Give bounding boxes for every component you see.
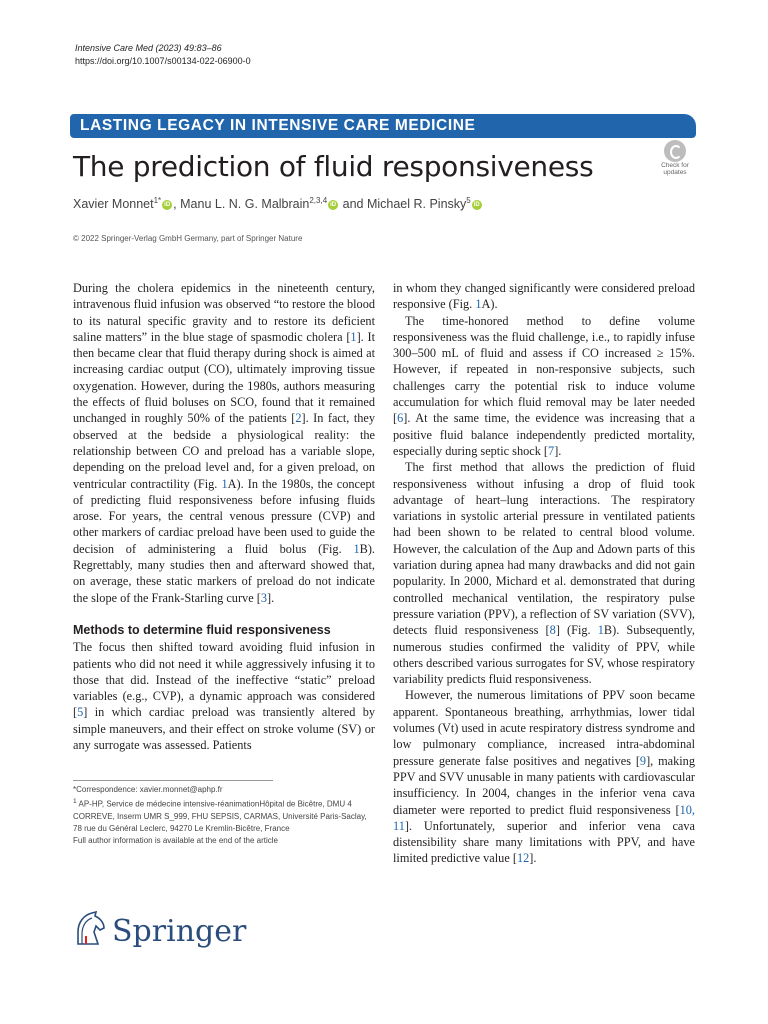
reference-link[interactable]: 2 [295,411,302,426]
reference-link[interactable]: 3 [260,590,267,605]
reference-link[interactable]: 8 [549,623,556,638]
article-title: The prediction of fluid responsiveness [73,150,594,183]
author-name[interactable]: Manu L. N. G. Malbrain [180,197,310,212]
paragraph: The first method that allows the prediction of fluid responsiveness without infusing a drop of fluid took advantage of heart–lung interactions. The respiratory variations in systolic arterial pressure in ventilated patients had been shown to be related to central blood volume. However, the calculation of the Δup and Δdown parts of this variation during apnea had many drawbacks and did not gain popularity. In 2000, Michard et al. demonstrated that during controlled mechanical ventilation, the respiratory pulse pressure variation (PPV), a reflection of SV variation (SVV), detects fluid responsiveness [8] (Fig. 1B). Subsequently, numerous studies confirmed the validity of PPV, while others described various surrogates for SV, whose respiratory variability predicts fluid responsiveness. [393,460,695,687]
author-separator: and [339,197,367,212]
figure-link[interactable]: 1 [221,476,228,491]
paragraph: During the cholera epidemics in the nineteenth century, intravenous fluid infusion was observed “to restore the blood to its natural specific gravity and to restore its deficient saline matters” in the blue stage of spasmodic cholera [1]. It then became clear that fluid therapy during shock is aimed at increasing cardiac output (CO), ultimately improving tissue oxygenation. However, during the 1980s, authors measuring the effects of fluid boluses on SCO, found that it remained unchanged in roughly 50% of the patients [2]. In fact, they observed at the bedside a physiological reality: the relationship between CO and preload has a variable slope, depending on the preload level and, for a given preload, on ventricular contractility (Fig. 1A). In the 1980s, the concept of predicting fluid responsiveness before infusing fluids arose. For years, the central venous pressure (CVP) and other markers of cardiac preload have been used to guide the decision of administering a fluid bolus (Fig. 1B). Regrettably, many studies then and afterward showed that, on average, these static markers of preload do not indicate the slope of the Frank-Starling curve [3]. [73,281,376,605]
check-updates-line1: Check for [661,162,689,169]
section-banner [70,114,696,138]
check-for-updates-badge[interactable] [656,140,694,180]
author-name[interactable]: Xavier Monnet [73,197,154,212]
paragraph: The focus then shifted toward avoiding fluid infusion in patients who did not need it while aggressively infusing it to those that did. Instead of the ineffective “static” preload variables (e.g., CVP), a dynamic approach was considered [5] in which cardiac preload was transiently altered by simple maneuvers, and their effect on stroke volume (SV) or any surrogate was assessed. Patients [73,640,375,753]
figure-link[interactable]: 1 [475,297,482,312]
section-heading: Methods to determine fluid responsiveness [73,622,331,637]
figure-link[interactable]: 1 [597,623,604,638]
figure-link[interactable]: 1 [353,541,360,556]
reference-link[interactable]: 10, 11 [393,802,695,833]
affiliation-sup: 1* [153,196,162,205]
reference-link[interactable]: 7 [548,443,555,458]
footnote-divider [73,780,273,781]
correspondence[interactable]: *Correspondence: xavier.monnet@aphp.fr [73,785,223,794]
paragraph: in whom they changed significantly were considered preload responsive (Fig. 1A). [393,281,695,312]
author-name[interactable]: Michael R. Pinsky [366,197,467,212]
refresh-icon [664,140,686,162]
full-author-info: Full author information is available at the end of the article [73,835,279,845]
copyright-notice: © 2022 Springer-Verlag GmbH Germany, part of Springer Nature [73,234,303,243]
orcid-icon[interactable]: iD [473,201,480,208]
publisher-name: Springer [112,914,247,949]
reference-link[interactable]: 5 [77,705,84,720]
banner-label: LASTING LEGACY IN INTENSIVE CARE MEDICINE [80,117,476,134]
check-updates-line2: updates [663,169,687,176]
footnotes [73,784,373,847]
springer-horse-icon [74,910,108,948]
affiliation-sup: 2,3,4 [309,196,328,205]
affiliation-sup: 5 [466,196,471,205]
author-list [73,196,483,211]
reference-link[interactable]: 6 [397,411,404,426]
paragraph: The time-honored method to define volume responsiveness was the fluid challenge, i.e., to rapidly infuse 300–500 mL of fluid and assess if CO increased ≥ 15%. However, if repeated in non-responsive subjects, such challenges carry the potential risk to induce volume accumulation for which fluid removal may be later needed [6]. At the same time, the evidence was increasing that a positive fluid balance independently predicted mortality, especially during septic shock [7]. [393,313,695,458]
affiliation: $^1$ AP-HP, Service de médecine intensive-réanimationHôpital de Bicêtre, DMU 4 CORREVE, Inserm UMR S_999, FHU SEPSIS, CARMAS, Université Paris-Saclay, 78 rue du Général Leclerc, 94270 Le Kremlin-Bicêtre, France [73,798,367,833]
reference-link[interactable]: 9 [639,753,647,768]
paragraph: However, the numerous limitations of PPV soon became apparent. Spontaneous breathing, arrhythmias, lower tidal volumes (Vt) used in acute respiratory distress syndrome and low pulmonary compliance, increased intra-abdominal pressure generate false positives and negatives [9], making PPV and SVV unusable in many patients with cardiovascular insufficiency. In 2004, changes in the inferior vena cava diameter were reported to predict fluid responsiveness [10, 11]. Unfortunately, superior and inferior vena cava distensibility share many limitations with PPV, and have limited predictive value [12]. [393,688,695,866]
journal-citation: Intensive Care Med (2023) 49:83–86 [75,43,222,53]
orcid-icon[interactable]: iD [330,201,337,208]
body-column-left [73,280,375,753]
reference-link[interactable]: 1 [350,329,357,344]
orcid-icon[interactable]: iD [164,201,171,208]
body-column-right [393,280,695,867]
doi-link[interactable]: https://doi.org/10.1007/s00134-022-06900-0 [75,56,251,66]
author-separator: , [173,197,181,212]
reference-link[interactable]: 12 [516,851,530,866]
